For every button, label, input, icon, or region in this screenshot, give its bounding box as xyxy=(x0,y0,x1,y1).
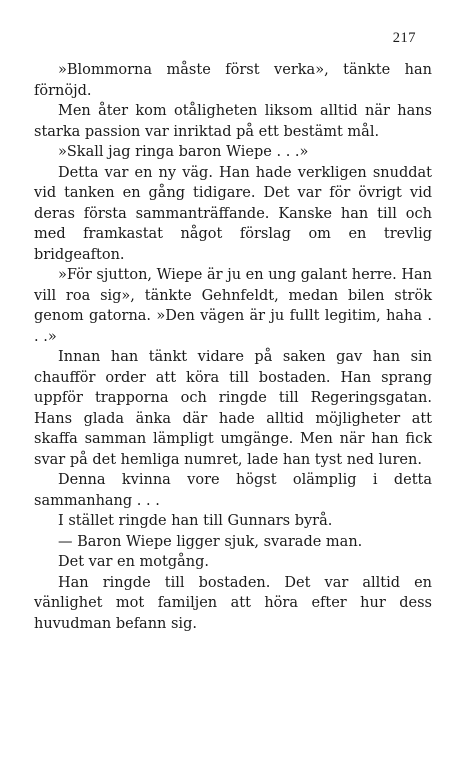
paragraph: »För sjutton, Wiepe är ju en ung galant herre. Han vill roa sig», tänkte Gehnfeldt, medan bilen strök genom gatorna. »Den vägen är ju fullt legitim, haha . . .» xyxy=(34,267,432,345)
paragraph: Han ringde till bostaden. Det var alltid en vänlighet mot familjen att höra efter hur dess huvudman befann sig. xyxy=(34,574,432,632)
paragraph: Denna kvinna vore högst olämplig i detta sammanhang . . . xyxy=(34,472,432,509)
paragraph: »Blommorna måste först verka», tänkte han förnöjd. xyxy=(34,62,432,99)
body-text xyxy=(34,60,432,634)
page-number: 217 xyxy=(392,30,416,46)
paragraph: Men åter kom otåligheten liksom alltid när hans starka passion var inriktad på ett bestämt mål. xyxy=(34,103,432,140)
paragraph: »Skall jag ringa baron Wiepe . . .» xyxy=(58,144,309,160)
paragraph: Detta var en ny väg. Han hade verkligen snuddat vid tanken en gång tidigare. Det var för övrigt vid deras första sammanträffande. Kanske han till och med framkastat något förslag om en trevlig bridgeafton. xyxy=(34,164,432,263)
paragraph: I stället ringde han till Gunnars byrå. xyxy=(58,513,333,529)
paragraph: Innan han tänkt vidare på saken gav han sin chaufför order att köra till bostaden. Han sprang uppför trapporna och ringde till Regeringsgatan. Hans glada änka där hade alltid möjligheter att skaffa samman lämpligt umgänge. Men när han fick svar på det hemliga numret, lade han tyst ned luren. xyxy=(34,349,432,468)
paragraph: — Baron Wiepe ligger sjuk, svarade man. xyxy=(58,533,363,550)
paragraph: Det var en motgång. xyxy=(58,554,210,570)
